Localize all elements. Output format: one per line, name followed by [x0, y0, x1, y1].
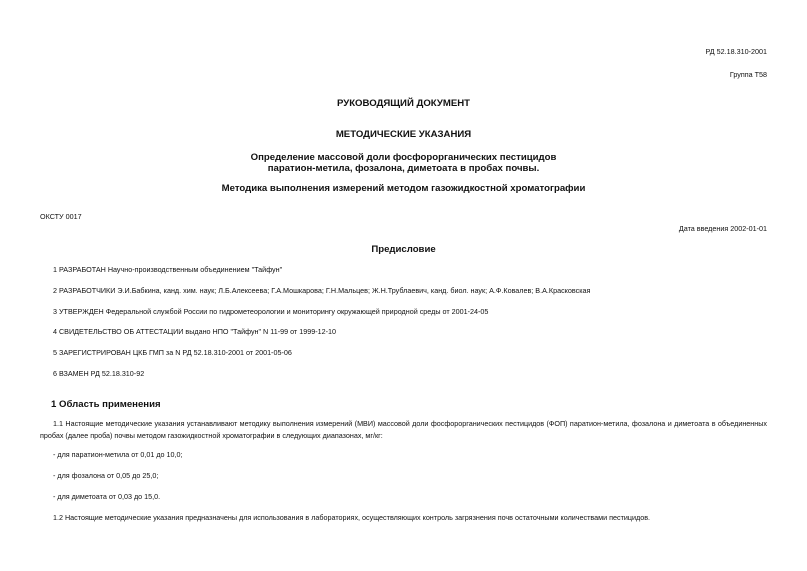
subject-line-2: паратион-метила, фозалона, диметоата в пробах почвы. [267, 163, 540, 174]
range-item: - для диметоата от 0,03 до 15,0. [53, 492, 161, 501]
method-type-title: МЕТОДИЧЕСКИЕ УКАЗАНИЯ [335, 129, 472, 140]
section-1-title: 1 Область применения [51, 399, 161, 410]
foreword-item: 3 УТВЕРЖДЕН Федеральной службой России по гидрометеорологии и мониторингу окружающей природной среды от 2001-24-05 [53, 307, 489, 316]
okstu-code: ОКСТУ 0017 [40, 212, 82, 221]
intro-date: Дата введения 2002-01-01 [678, 224, 767, 233]
range-item: - для паратион-метила от 0,01 до 10,0; [53, 450, 183, 459]
foreword-item: 4 СВИДЕТЕЛЬСТВО ОБ АТТЕСТАЦИИ выдано НПО "Тайфун" N 11-99 от 1999-12-10 [53, 327, 336, 336]
foreword-item: 1 РАЗРАБОТАН Научно-производственным объединением "Тайфун" [53, 265, 283, 274]
section-1-paragraph-2: 1.2 Настоящие методические указания предназначены для использования в лабораториях, осуществляющих контроль загрязнения почв остаточными количествами пестицидов. [53, 513, 651, 522]
doc-code: РД 52.18.310-2001 [705, 47, 767, 56]
subject-line-1: Определение массовой доли фосфорорганических пестицидов [250, 152, 557, 163]
foreword-title: Предисловие [371, 244, 436, 255]
range-item: - для фозалона от 0,05 до 25,0; [53, 471, 159, 480]
method-title: Методика выполнения измерений методом газожидкостной хроматографии [221, 183, 586, 194]
foreword-item: 6 ВЗАМЕН РД 52.18.310-92 [53, 369, 145, 378]
foreword-item: 2 РАЗРАБОТЧИКИ Э.И.Бабкина, канд. хим. наук; Л.Б.Алексеева; Г.А.Мошкарова; Г.Н.Мальцев; Ж.Н.Трублаевич, канд. биол. наук; А.Ф.Ковалев; В.А.Красковская [53, 286, 591, 295]
doc-group: Группа Т58 [729, 70, 767, 79]
foreword-item: 5 ЗАРЕГИСТРИРОВАН ЦКБ ГМП за N РД 52.18.310-2001 от 2001-05-06 [53, 348, 292, 357]
section-1-paragraph-1: 1.1 Настоящие методические указания устанавливают методику выполнения измерений (МВИ) массовой доли фосфорорганических пестицидов (ФОП) паратион-метила, фозалона и диметоата в объединенных пробах (далее проба) почвы методом газожидкостной хроматографии в следующих диапазонах, мг/кг: [40, 419, 767, 440]
doc-type-title: РУКОВОДЯЩИЙ ДОКУМЕНТ [336, 98, 471, 109]
